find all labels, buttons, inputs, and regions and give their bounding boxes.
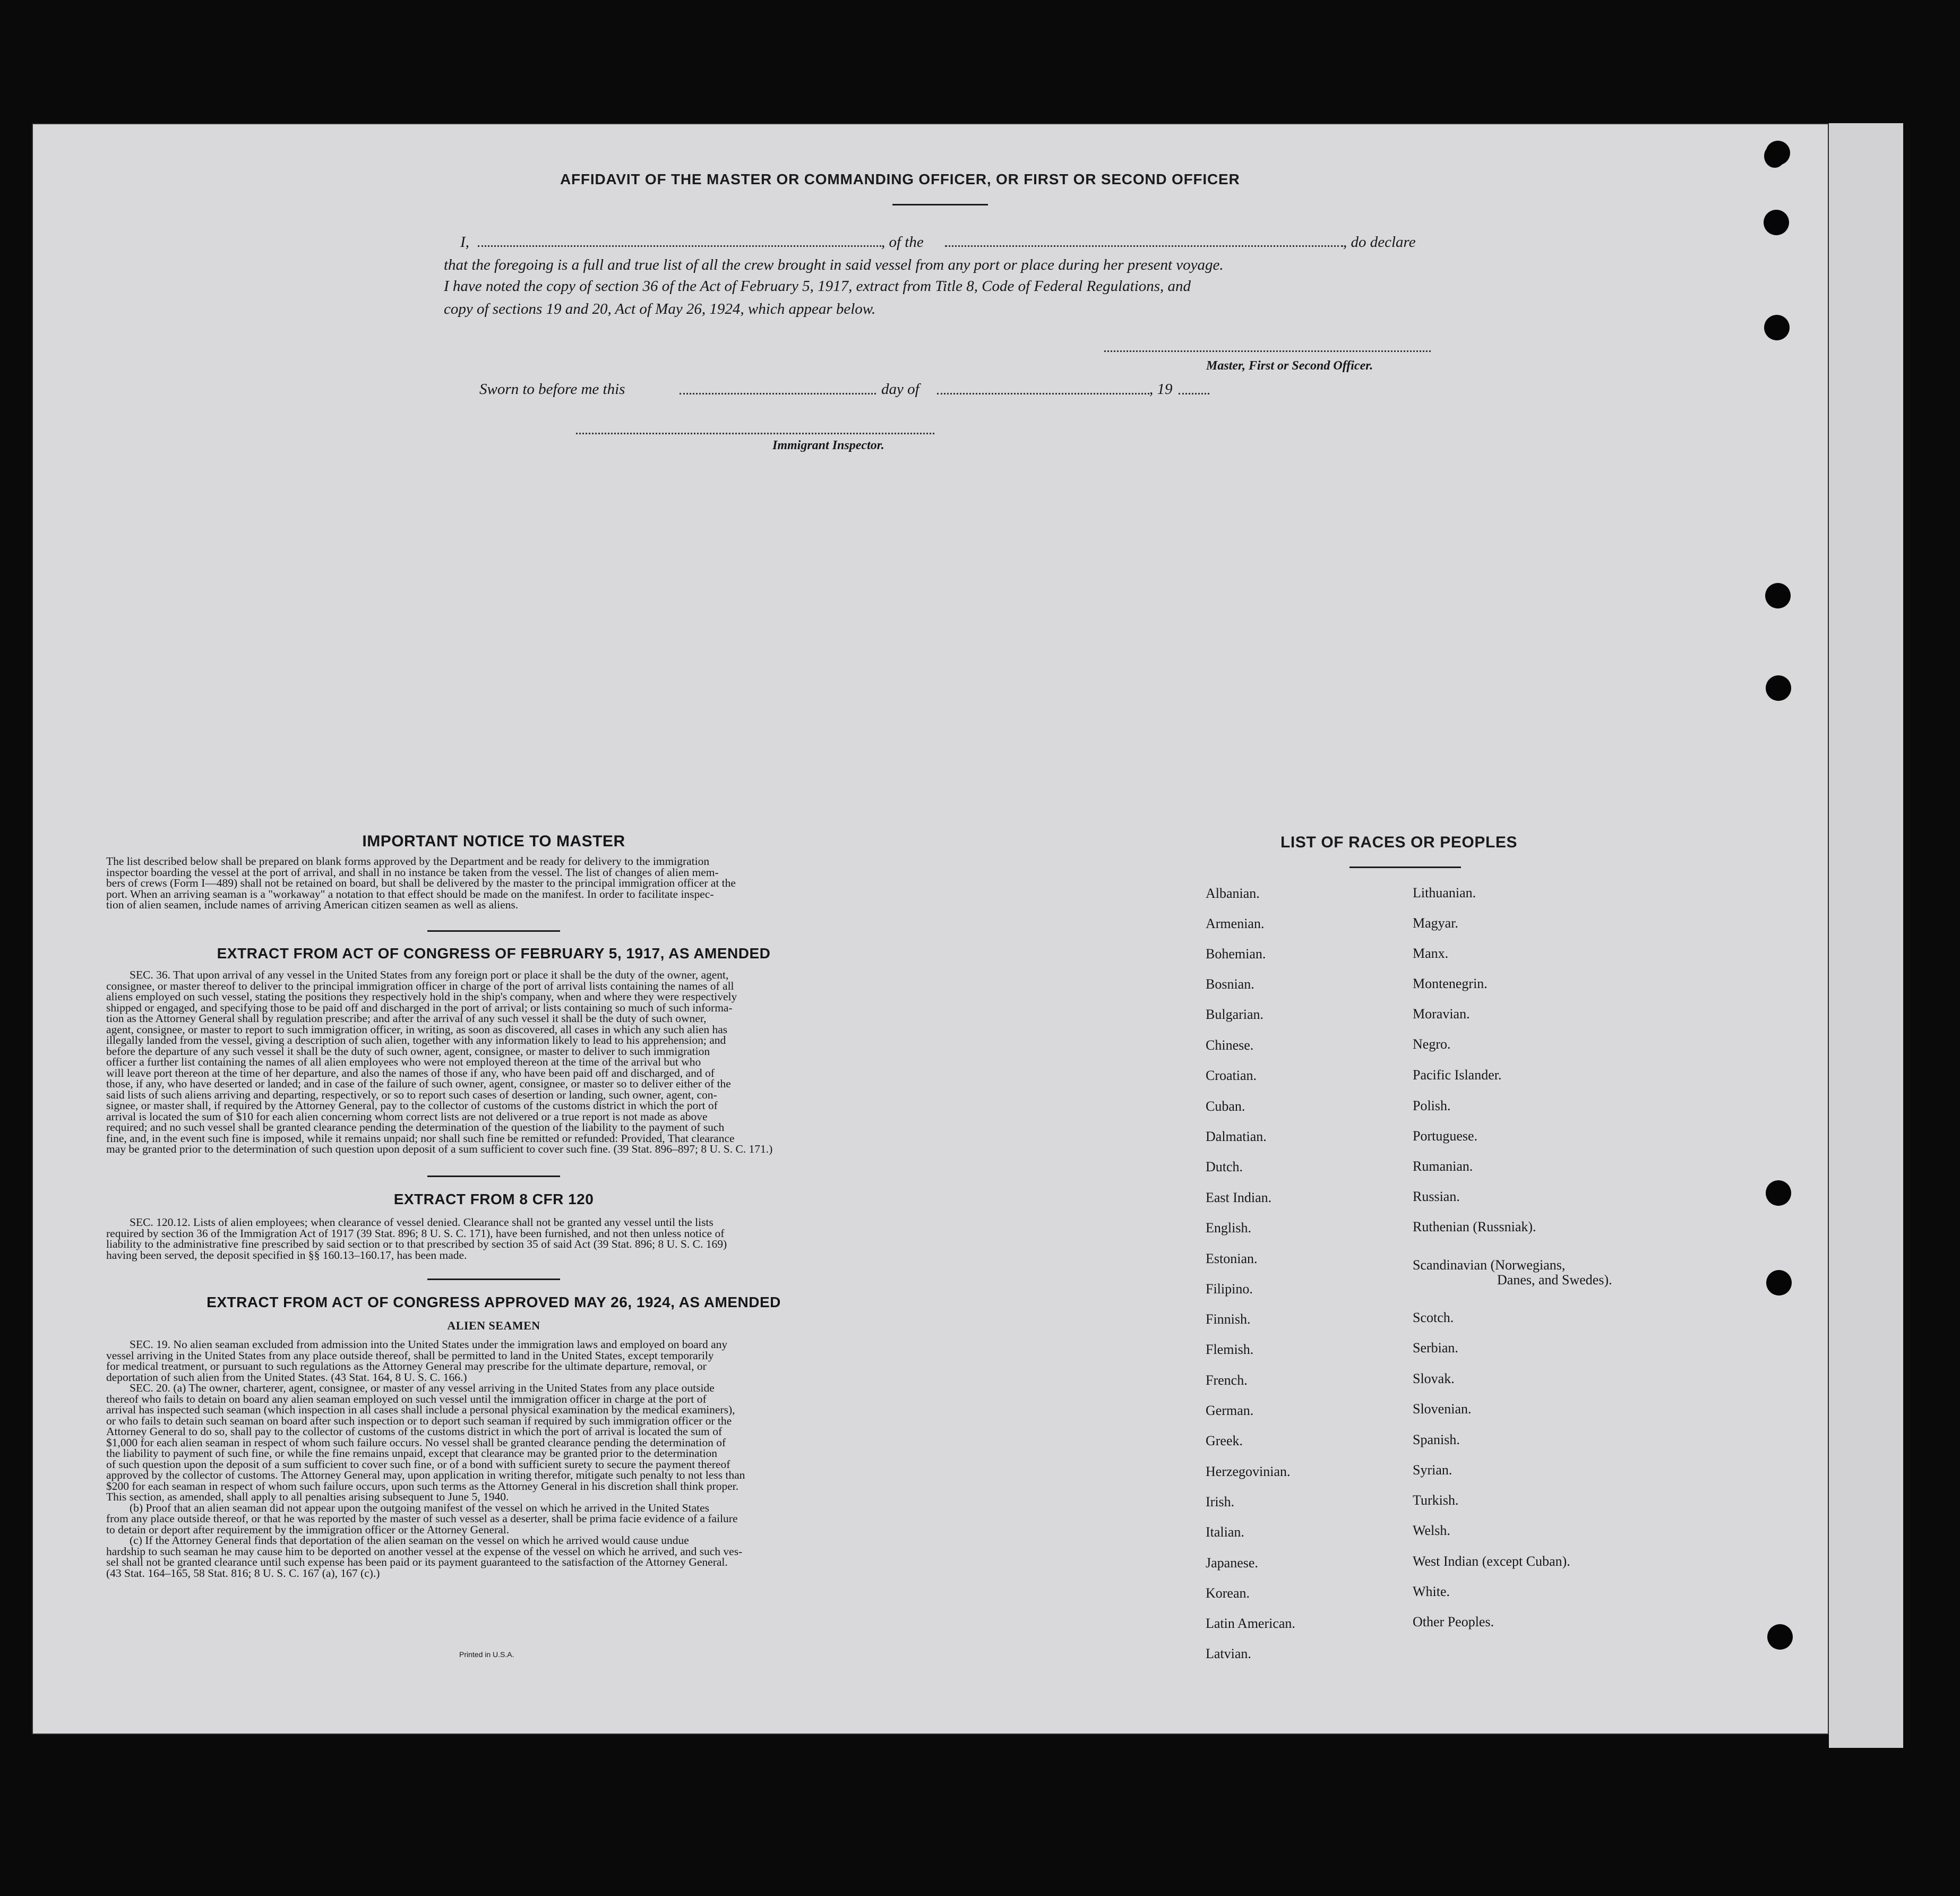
punch-hole	[1764, 210, 1789, 235]
extract-line: from any place outside thereof, or that he was reported by the master of such vessel as a deserter, shall be prima facie evidence of a failure	[106, 1512, 738, 1525]
extract-line: (b) Proof that an alien seaman did not appear upon the outgoing manifest of the vessel on which he arrived in the United States	[130, 1501, 710, 1514]
extract-line: (43 Stat. 164–165, 58 Stat. 816; 8 U. S. C. 167 (a), 167 (c).)	[106, 1566, 380, 1580]
vessel-blank	[945, 245, 1343, 247]
extract-line: sel shall not be granted clearance until such expense has been paid or its payment guaranteed to the satisfaction of the Attorney General.	[106, 1556, 728, 1568]
race-item: Herzegovinian.	[1206, 1464, 1291, 1479]
punch-hole	[1766, 1270, 1792, 1296]
race-item: Turkish.	[1413, 1492, 1459, 1508]
extract-1924-body	[106, 1339, 886, 1578]
divider	[1349, 867, 1461, 868]
affidavit-line-2: that the foregoing is a full and true list of all the crew brought in said vessel from any port or place during her present voyage.	[444, 256, 1224, 273]
extract-line: the liability to payment of such fine, or while the fine remains unpaid, except that clearance may be granted prior to the determination	[106, 1447, 718, 1460]
race-item: Albanian.	[1206, 886, 1260, 901]
race-item: Finnish.	[1206, 1311, 1251, 1327]
race-item: White.	[1413, 1584, 1450, 1599]
race-item: English.	[1206, 1220, 1251, 1236]
race-item: Croatian.	[1206, 1068, 1257, 1083]
notice-body	[106, 856, 886, 911]
extract-line: SEC. 19. No alien seaman excluded from admission into the United States under the immigration laws and employed on board any	[130, 1338, 728, 1351]
affidavit-line-3: I have noted the copy of section 36 of the Act of February 5, 1917, extract from Title 8, Code of Federal Regulations, and	[444, 278, 1191, 295]
extract-line: Attorney General to do so, shall pay to the collector of customs of the customs district in which the port of arrival is located the sum of	[106, 1425, 723, 1438]
punch-hole	[1766, 675, 1791, 701]
punch-hole	[1765, 583, 1791, 608]
race-item: Moravian.	[1413, 1006, 1470, 1022]
race-item: Greek.	[1206, 1433, 1243, 1448]
punch-hole	[1766, 141, 1790, 165]
race-item: Slovenian.	[1413, 1401, 1472, 1417]
race-item: Other Peoples.	[1413, 1614, 1494, 1629]
race-item: Latvian.	[1206, 1646, 1251, 1661]
notice-line: bers of crews (Form I—489) shall not be retained on board, but shall be delivered by the master to the principal immigration officer at the	[106, 877, 736, 889]
extract-line: agent, consignee, or master to report to such immigration officer, in writing, as soon as discovered, all cases in which any such alien has	[106, 1023, 728, 1036]
race-item: Polish.	[1413, 1098, 1451, 1113]
name-blank	[478, 245, 881, 247]
race-item: West Indian (except Cuban).	[1413, 1554, 1570, 1569]
day-of-label: day of	[881, 381, 919, 398]
race-item: Scotch.	[1413, 1310, 1454, 1325]
race-item: Manx.	[1413, 946, 1449, 961]
extract-1917-body	[106, 970, 886, 1155]
race-item: Flemish.	[1206, 1342, 1254, 1357]
notice-title: IMPORTANT NOTICE TO MASTER	[362, 833, 625, 850]
extract-line: for medical treatment, or pursuant to such regulations as the Attorney General may prescribe for the ultimate departure, removal, or	[106, 1360, 707, 1372]
race-item: Danes, and Swedes).	[1497, 1272, 1612, 1288]
divider	[427, 1176, 560, 1177]
race-item: Rumanian.	[1413, 1159, 1473, 1174]
extract-line: deportation of such alien from the United States. (43 Stat. 164, 8 U. S. C. 166.)	[106, 1370, 467, 1384]
affidavit-do-declare: , do declare	[1343, 234, 1416, 251]
race-item: Magyar.	[1413, 915, 1458, 931]
extract-line: $200 for each seaman in respect of whom such failure occurs, upon such terms as the Attorney General in his discretion shall think proper.	[106, 1479, 739, 1492]
race-item: French.	[1206, 1372, 1248, 1388]
punch-hole	[1766, 1180, 1791, 1206]
race-item: Spanish.	[1413, 1432, 1460, 1447]
extract-line: $1,000 for each alien seaman in respect of whom such failure occurs. No vessel shall be granted clearance pending the determination of	[106, 1436, 726, 1449]
divider	[427, 930, 560, 932]
race-item: Portuguese.	[1413, 1128, 1478, 1144]
race-item: Serbian.	[1413, 1340, 1458, 1355]
race-item: Japanese.	[1206, 1555, 1258, 1571]
race-item: Armenian.	[1206, 916, 1265, 931]
affidavit-i-label: I,	[460, 234, 469, 251]
extract-line: having been served, the deposit specified in §§ 160.13–160.17, has been made.	[106, 1248, 467, 1262]
race-item: Dutch.	[1206, 1159, 1243, 1174]
punch-hole	[1764, 315, 1790, 340]
extract-line: to detain or deport after requirement by the immigration officer or the Attorney General.	[106, 1523, 509, 1536]
race-item: Estonian.	[1206, 1251, 1258, 1266]
race-item: Latin American.	[1206, 1616, 1295, 1631]
race-item: Korean.	[1206, 1585, 1250, 1601]
races-title: LIST OF RACES OR PEOPLES	[1280, 834, 1518, 851]
notice-line: inspector boarding the vessel at the port of arrival, and shall in no instance be taken from the vessel. The list of changes of alien mem-	[106, 865, 719, 879]
extract-line: approved by the collector of customs. The Attorney General may, upon application in writing therefor, mitigate such penalty to not less than	[106, 1469, 745, 1481]
race-item: Scandinavian (Norwegians,	[1413, 1257, 1566, 1273]
race-item: Filipino.	[1206, 1281, 1253, 1297]
extract-line: required by section 36 of the Immigration Act of 1917 (39 Stat. 896; 8 U. S. C. 171), have been furnished, and not then unless notice of	[106, 1226, 725, 1240]
affidavit-line-4: copy of sections 19 and 20, Act of May 26, 1924, which appear below.	[444, 301, 876, 318]
extract-line: liability to the administrative fine prescribed by said section or to that prescribed by section 35 of said Act (39 Stat. 896; 8 U. S. C. 169)	[106, 1238, 727, 1250]
page-edge-strip	[1829, 123, 1903, 1748]
race-item: Chinese.	[1206, 1037, 1254, 1053]
sworn-label: Sworn to before me this	[479, 381, 625, 398]
extract-1924-subtitle: ALIEN SEAMEN	[447, 1319, 540, 1332]
month-blank	[937, 393, 1149, 394]
extract-line: arrival has inspected such seaman (which inspection in all cases shall include a personal physical examination by the medical examiners),	[106, 1403, 735, 1416]
notice-line: tion of alien seamen, include names of arriving American citizen seamen as well as aliens.	[106, 898, 519, 911]
signature-blank	[1104, 350, 1431, 352]
extract-line: hardship to such seaman he may cause him to be deported on another vessel at the expense of the vessel on which he arrived, and such ves-	[106, 1545, 743, 1558]
race-item: Russian.	[1413, 1189, 1460, 1204]
signer-caption: Master, First or Second Officer.	[1206, 359, 1373, 373]
extract-cfr-body	[106, 1217, 886, 1260]
affidavit-title: AFFIDAVIT OF THE MASTER OR COMMANDING OFFICER, OR FIRST OR SECOND OFFICER	[560, 171, 1240, 187]
affidavit-of-the: , of the	[881, 234, 924, 251]
extract-line: officer a further list containing the names of all alien employees who were not employed thereon at the time of the arrival but who	[106, 1056, 701, 1068]
extract-1924-title: EXTRACT FROM ACT OF CONGRESS APPROVED MAY 26, 1924, AS AMENDED	[207, 1294, 781, 1310]
race-item: Ruthenian (Russniak).	[1413, 1219, 1536, 1234]
race-item: Lithuanian.	[1413, 885, 1476, 900]
extract-line: shipped or engaged, and specifying those to be paid off and discharged in the port of arrival; or lists containing so much of such informa-	[106, 1001, 733, 1014]
extract-line: before the departure of any such vessel it shall be the duty of such owner, agent, consignee, or master to deliver to such immigration	[106, 1044, 710, 1058]
race-item: Italian.	[1206, 1524, 1244, 1540]
race-item: East Indian.	[1206, 1190, 1272, 1205]
extract-1917-title: EXTRACT FROM ACT OF CONGRESS OF FEBRUARY 5, 1917, AS AMENDED	[217, 945, 771, 962]
extract-line: those, if any, who have deserted or landed; and in case of the failure of such owner, agent, consignee, or master so to deliver either of the	[106, 1077, 731, 1090]
extract-line: arrival is located the sum of $10 for each alien concerning whom correct lists are not delivered or a true report is not made as above	[106, 1110, 708, 1123]
inspector-caption: Immigrant Inspector.	[772, 439, 884, 452]
extract-line: required; and no such vessel shall be granted clearance pending the determination of the question of the liability to the payment of such	[106, 1121, 725, 1134]
race-item: Cuban.	[1206, 1099, 1245, 1114]
race-item: Bulgarian.	[1206, 1007, 1264, 1022]
printed-in-usa: Printed in U.S.A.	[459, 1650, 514, 1659]
divider	[427, 1279, 560, 1280]
race-item: Welsh.	[1413, 1523, 1450, 1538]
extract-line: SEC. 120.12. Lists of alien employees; when clearance of vessel denied. Clearance shall not be granted any vessel until the lists	[130, 1216, 713, 1229]
year-label: , 19	[1149, 381, 1173, 398]
extract-line: said lists of such aliens arriving and departing, respectively, or so to report such cases of desertion or landing, such owner, agent, con-	[106, 1088, 717, 1101]
extract-line: SEC. 20. (a) The owner, charterer, agent, consignee, or master of any vessel arriving in the United States from any place outside	[130, 1382, 715, 1394]
extract-line: SEC. 36. That upon arrival of any vessel in the United States from any foreign port or place it shall be the duty of the owner, agent,	[130, 968, 729, 981]
race-item: Bosnian.	[1206, 976, 1254, 992]
race-item: Negro.	[1413, 1036, 1451, 1052]
punch-hole	[1767, 1624, 1793, 1650]
extract-line: thereof who fails to detain on board any alien seaman employed on such vessel until the immigration officer in charge at the port of	[106, 1392, 707, 1405]
race-item: Bohemian.	[1206, 946, 1266, 962]
notice-line: The list described below shall be prepared on blank forms approved by the Department and be ready for delivery to the immigration	[106, 855, 710, 868]
race-item: Dalmatian.	[1206, 1129, 1267, 1144]
extract-cfr-title: EXTRACT FROM 8 CFR 120	[393, 1191, 594, 1207]
extract-line: or who fails to detain such seaman on board after such inspection or to deport such seaman if required by such immigration officer or the	[106, 1414, 732, 1427]
extract-line: fine, and, in the event such fine is imposed, while it remains unpaid; nor shall such fine be remitted or refunded: Provided, That clearance	[106, 1131, 735, 1145]
extract-line: aliens employed on such vessel, stating the positions they respectively hold in the ship's company, when and where they were respectively	[106, 990, 737, 1003]
race-item: Montenegrin.	[1413, 976, 1488, 991]
extract-line: illegally landed from the vessel, giving a description of such alien, together with any information likely to lead to his apprehension; and	[106, 1034, 726, 1046]
race-item: Syrian.	[1413, 1462, 1452, 1478]
extract-line: vessel arriving in the United States from any place outside thereof, shall be permitted to land in the United States, except temporarily	[106, 1349, 714, 1362]
extract-line: signee, or master shall, if required by the Attorney General, pay to the collector of customs of the customs district in which the port of	[106, 1099, 718, 1112]
extract-line: consignee, or master thereof to deliver to the principal immigration officer in charge of the port of arrival lists containing the names of all	[106, 979, 734, 992]
extract-line: (c) If the Attorney General finds that deportation of the alien seaman on the vessel on which he arrived would cause undue	[130, 1534, 689, 1547]
race-item: Slovak.	[1413, 1371, 1455, 1386]
extract-line: will leave port thereon at the time of her departure, and also the names of those if any, who have been paid off and discharged, and of	[106, 1066, 715, 1079]
race-item: German.	[1206, 1403, 1254, 1418]
race-item: Irish.	[1206, 1494, 1235, 1509]
day-blank	[680, 393, 876, 394]
extract-line: may be granted prior to the determination of such question upon deposit of a sum sufficient to cover such fine. (39 Stat. 896–897; 8 U. S. C. 171.)	[106, 1143, 773, 1155]
notice-line: port. When an arriving seaman is a "workaway" a notation to that effect should be made on the manifest. In order to facilitate inspec-	[106, 887, 714, 900]
divider	[892, 204, 988, 205]
race-item: Pacific Islander.	[1413, 1067, 1502, 1083]
extract-line: This section, as amended, shall apply to all penalties arising subsequent to June 5, 1940.	[106, 1490, 509, 1503]
extract-line: of such question upon the deposit of a sum sufficient to cover such fine, or of a bond with sufficient surety to secure the payment thereof	[106, 1457, 730, 1471]
year-blank	[1179, 393, 1209, 394]
extract-line: tion as the Attorney General shall by regulation prescribe; and after the arrival of any such vessel it shall be the duty of such owner,	[106, 1012, 707, 1025]
